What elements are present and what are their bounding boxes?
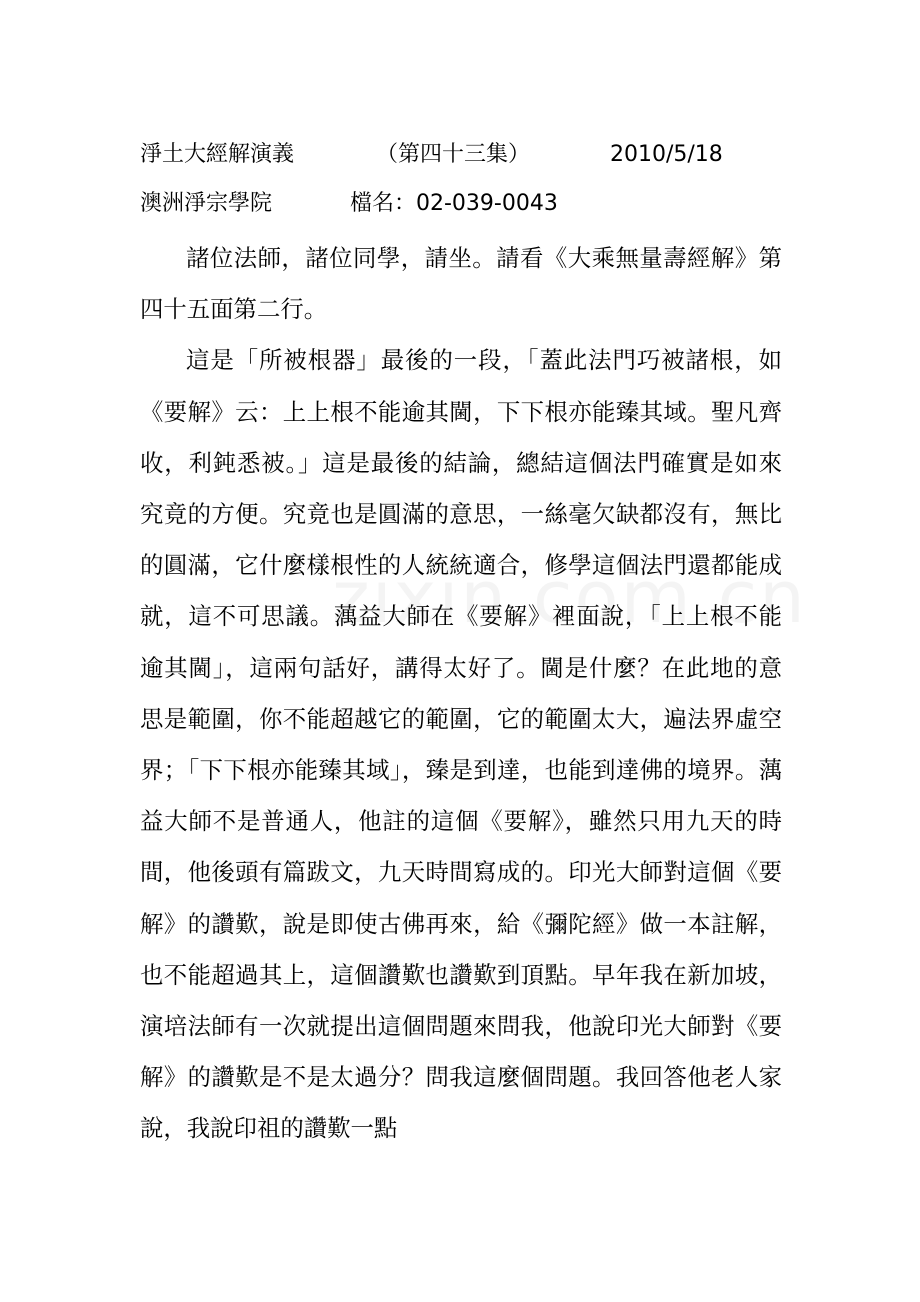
body-text [140, 233, 782, 1155]
document-title: 淨土大經解演義 [140, 142, 295, 167]
date-label: 2010/5/18 [610, 142, 723, 167]
paragraph-main: 這是「所被根器」最後的一段，「蓋此法門巧被諸根，如《要解》云：上上根不能逾其閫，下下根亦能臻其域。聖凡齊收，利鈍悉被。」這是最後的結論，總結這個法門確實是如來究竟的方便。究竟也是圓滿的意思，一絲毫欠缺都沒有，無比的圓滿，它什麼樣根性的人統統適合，修學這個法門還都能成就，這不可思議。蕅益大師在《要解》裡面說，「上上根不能逾其閫」，這兩句話好，講得太好了。閫是什麼？在此地的意思是範圍，你不能超越它的範圍，它的範圍太大，遍法界虛空界；「下下根亦能臻其域」，臻是到達，也能到達佛的境界。蕅益大師不是普通人，他註的這個《要解》，雖然只用九天的時間，他後頭有篇跋文，九天時間寫成的。印光大師對這個《要解》的讚歎，說是即使古佛再來，給《彌陀經》做一本註解，也不能超過其上，這個讚歎也讚歎到頂點。早年我在新加坡，演培法師有一次就提出這個問題來問我，他說印光大師對《要解》的讚歎是不是太過分？問我這麼個問題。我回答他老人家說，我說印祖的讚歎一點 [140, 346, 782, 1143]
file-name-label: 檔名：02-039-0043 [350, 191, 558, 216]
paragraph-intro: 諸位法師，諸位同學，請坐。請看《大乘無量壽經解》第四十五面第二行。 [140, 244, 782, 324]
venue-label: 澳洲淨宗學院 [140, 191, 273, 216]
episode-label: （第四十三集） [376, 142, 531, 167]
